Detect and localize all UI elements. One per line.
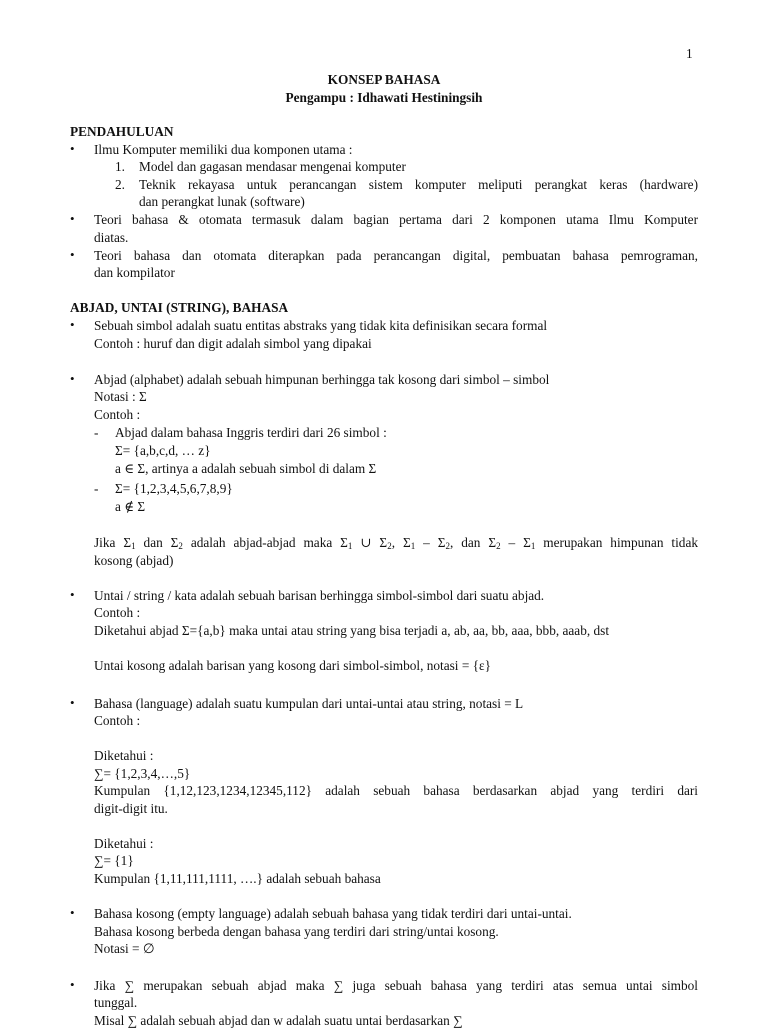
bullet-icon: •	[70, 247, 75, 262]
paragraph: Jika ∑ merupakan sebuah abjad maka ∑ juga sebuah bahasa yang terdiri atas semua untai simbol	[94, 978, 698, 993]
dash-marker: -	[94, 425, 99, 440]
paragraph-cont: dan kompilator	[94, 265, 175, 280]
formula: a ∉ Σ	[115, 499, 146, 514]
bullet-icon: •	[70, 141, 75, 156]
paragraph-cont: diatas.	[94, 230, 129, 245]
paragraph: Contoh : huruf dan digit adalah simbol yang dipakai	[94, 336, 372, 351]
paragraph: Diketahui abjad Σ={a,b} maka untai atau string yang bisa terjadi a, ab, aa, bb, aaa, bbb, aaab, dst	[94, 623, 610, 638]
paragraph: Sebuah simbol adalah suatu entitas abstraks yang tidak kita definisikan secara formal	[94, 318, 548, 333]
section-heading-pendahuluan: PENDAHULUAN	[70, 124, 174, 139]
bullet-icon: •	[70, 211, 75, 226]
paragraph-cont: tunggal.	[94, 995, 138, 1010]
section-heading-abjad: ABJAD, UNTAI (STRING), BAHASA	[70, 300, 289, 315]
paragraph: Contoh :	[94, 407, 141, 422]
formula: ∑= {1,2,3,4,…,5}	[94, 766, 191, 781]
paragraph: Jika $\Sigma_1$ dan $\Sigma_2$ adalah abjad-abjad maka $\Sigma_1$ ∪ $\Sigma_2$, $\Sigma_1 - \Sigma_2$, dan $\Sigma_2 - \Sigma_1$ merupakan himpunan tidak	[94, 535, 699, 551]
paragraph: Misal ∑ adalah sebuah abjad dan w adalah suatu untai berdasarkan ∑	[94, 1013, 463, 1028]
formula: ∑= {1}	[94, 853, 134, 868]
paragraph: Contoh :	[94, 605, 141, 620]
paragraph: Teori bahasa & otomata termasuk dalam bagian pertama dari 2 komponen utama Ilmu Komputer	[94, 212, 698, 227]
paragraph: Kumpulan {1,12,123,1234,12345,112} adalah sebuah bahasa berdasarkan abjad yang terdiri dari	[94, 783, 698, 798]
document-subtitle: Pengampu : Idhawati Hestiningsih	[285, 90, 483, 105]
list-item-cont: dan perangkat lunak (software)	[139, 194, 305, 209]
formula: Σ= {a,b,c,d, … z}	[115, 443, 211, 458]
list-item: Model dan gagasan mendasar mengenai komputer	[139, 159, 406, 174]
paragraph: Untai kosong adalah barisan yang kosong dari simbol-simbol, notasi = {ε}	[94, 658, 491, 673]
paragraph: Notasi = ∅	[94, 941, 155, 956]
paragraph: Ilmu Komputer memiliki dua komponen utama :	[94, 142, 353, 157]
paragraph: Untai / string / kata adalah sebuah barisan berhingga simbol-simbol dari suatu abjad.	[94, 588, 545, 603]
formula: Σ= {1,2,3,4,5,6,7,8,9}	[115, 481, 233, 496]
paragraph: Bahasa kosong (empty language) adalah sebuah bahasa yang tidak terdiri dari untai-untai.	[94, 906, 572, 921]
bullet-icon: •	[70, 587, 75, 602]
paragraph: Abjad (alphabet) adalah sebuah himpunan berhingga tak kosong dari simbol – simbol	[94, 372, 550, 387]
bullet-icon: •	[70, 371, 75, 386]
paragraph: Notasi : Σ	[94, 389, 147, 404]
paragraph-cont: digit-digit itu.	[94, 801, 168, 816]
formula: a ∈ Σ, artinya a adalah sebuah simbol di dalam Σ	[115, 461, 377, 476]
paragraph: Teori bahasa dan otomata diterapkan pada perancangan digital, pembuatan bahasa pemrograman,	[94, 248, 698, 263]
paragraph: Abjad dalam bahasa Inggris terdiri dari 26 simbol :	[115, 425, 387, 440]
list-number: 2.	[115, 177, 125, 192]
bullet-icon: •	[70, 905, 75, 920]
list-item: Teknik rekayasa untuk perancangan sistem komputer meliputi perangkat keras (hardware)	[139, 177, 698, 192]
dash-marker: -	[94, 481, 99, 496]
bullet-icon: •	[70, 977, 75, 992]
paragraph: Diketahui :	[94, 836, 154, 851]
document-title: KONSEP BAHASA	[327, 72, 441, 87]
bullet-icon: •	[70, 317, 75, 332]
paragraph: Contoh :	[94, 713, 141, 728]
bullet-icon: •	[70, 695, 75, 710]
paragraph: Bahasa (language) adalah suatu kumpulan dari untai-untai atau string, notasi = L	[94, 696, 524, 711]
list-number: 1.	[115, 159, 125, 174]
paragraph-cont: kosong (abjad)	[94, 553, 174, 568]
paragraph: Diketahui :	[94, 748, 154, 763]
paragraph: Kumpulan {1,11,111,1111, ….} adalah sebuah bahasa	[94, 871, 381, 886]
page-number: 1	[686, 46, 693, 61]
paragraph: Bahasa kosong berbeda dengan bahasa yang terdiri dari string/untai kosong.	[94, 924, 499, 939]
